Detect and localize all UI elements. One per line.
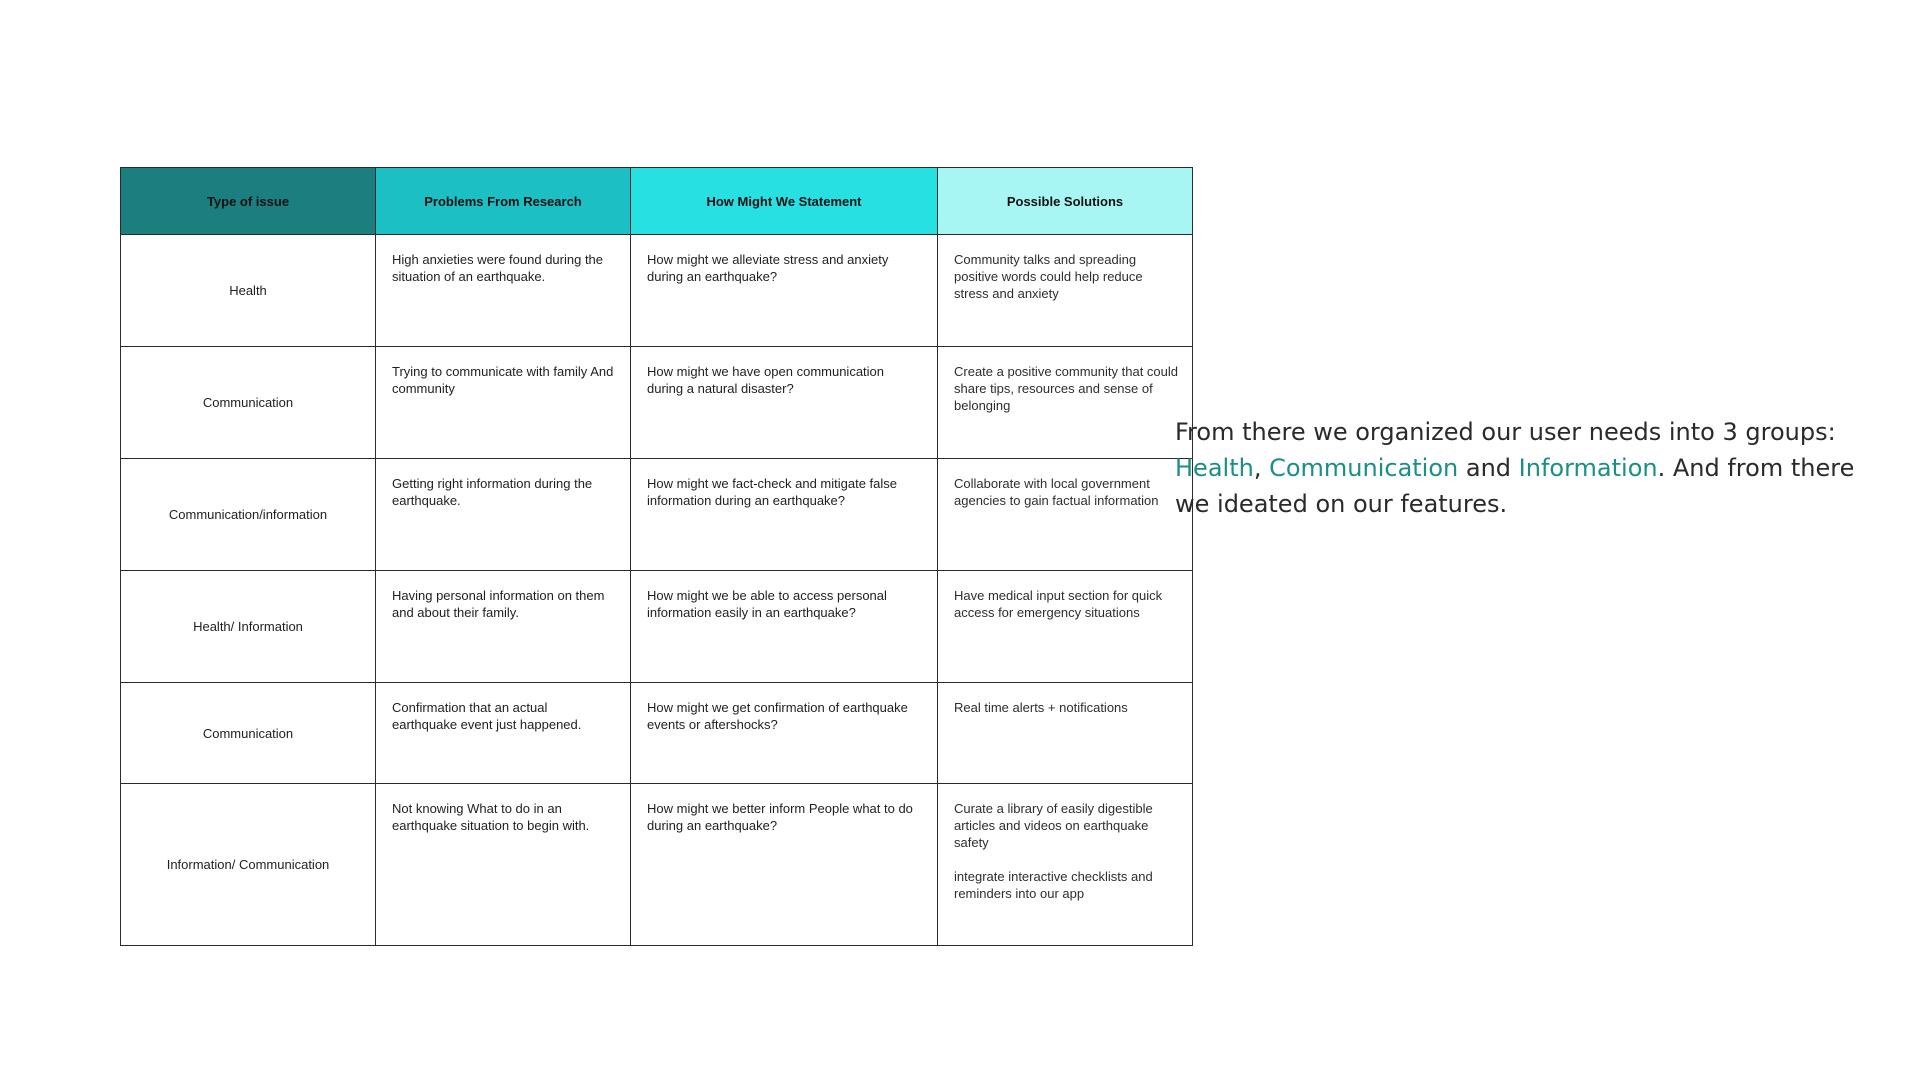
hmw-cell: How might we get confirmation of earthquake events or aftershocks?: [631, 683, 938, 784]
summary-text-outro: . And from there we ideated on our features.: [1175, 454, 1855, 518]
solution-cell: [938, 784, 1193, 946]
table-row: [121, 347, 1193, 459]
solution-spacer: [954, 851, 1178, 868]
header-type-of-issue: Type of issue: [121, 168, 376, 235]
solution-cell: Collaborate with local government agencies to gain factual information: [938, 459, 1193, 571]
hmw-cell: How might we alleviate stress and anxiety during an earthquake?: [631, 235, 938, 347]
solution-text-extra: integrate interactive checklists and reminders into our app: [954, 869, 1153, 901]
group-information: Information: [1518, 454, 1658, 482]
issue-type-cell: Communication: [121, 683, 376, 784]
solution-text: Curate a library of easily digestible articles and videos on earthquake safety: [954, 801, 1153, 850]
hmw-cell: How might we have open communication during a natural disaster?: [631, 347, 938, 459]
table-header-row: [121, 168, 1193, 235]
solution-cell: Have medical input section for quick access for emergency situations: [938, 571, 1193, 683]
problem-cell: Not knowing What to do in an earthquake situation to begin with.: [376, 784, 631, 946]
issue-type-cell: Communication/information: [121, 459, 376, 571]
table-row: [121, 235, 1193, 347]
summary-paragraph: [1175, 414, 1875, 522]
hmw-cell: How might we better inform People what to do during an earthquake?: [631, 784, 938, 946]
header-problems-from-research: Problems From Research: [376, 168, 631, 235]
group-communication: Communication: [1269, 454, 1459, 482]
problem-cell: Confirmation that an actual earthquake event just happened.: [376, 683, 631, 784]
hmw-cell: How might we fact-check and mitigate false information during an earthquake?: [631, 459, 938, 571]
problem-cell: High anxieties were found during the situation of an earthquake.: [376, 235, 631, 347]
problem-cell: Trying to communicate with family And community: [376, 347, 631, 459]
header-possible-solutions: Possible Solutions: [938, 168, 1193, 235]
issue-type-cell: Health: [121, 235, 376, 347]
solution-cell: Create a positive community that could share tips, resources and sense of belonging: [938, 347, 1193, 459]
table-row: [121, 784, 1193, 946]
summary-separator: ,: [1253, 454, 1270, 482]
group-health: Health: [1175, 454, 1254, 482]
table-row: [121, 683, 1193, 784]
issue-type-cell: Health/ Information: [121, 571, 376, 683]
header-how-might-we: How Might We Statement: [631, 168, 938, 235]
problem-cell: Having personal information on them and about their family.: [376, 571, 631, 683]
solution-cell: Community talks and spreading positive words could help reduce stress and anxiety: [938, 235, 1193, 347]
summary-separator: and: [1458, 454, 1519, 482]
issues-table: [120, 167, 1193, 946]
issue-type-cell: Communication: [121, 347, 376, 459]
table-row: [121, 571, 1193, 683]
table-row: [121, 459, 1193, 571]
solution-cell: Real time alerts + notifications: [938, 683, 1193, 784]
hmw-cell: How might we be able to access personal information easily in an earthquake?: [631, 571, 938, 683]
issue-type-cell: Information/ Communication: [121, 784, 376, 946]
summary-text-intro: From there we organized our user needs into 3 groups:: [1175, 418, 1836, 446]
problem-cell: Getting right information during the earthquake.: [376, 459, 631, 571]
